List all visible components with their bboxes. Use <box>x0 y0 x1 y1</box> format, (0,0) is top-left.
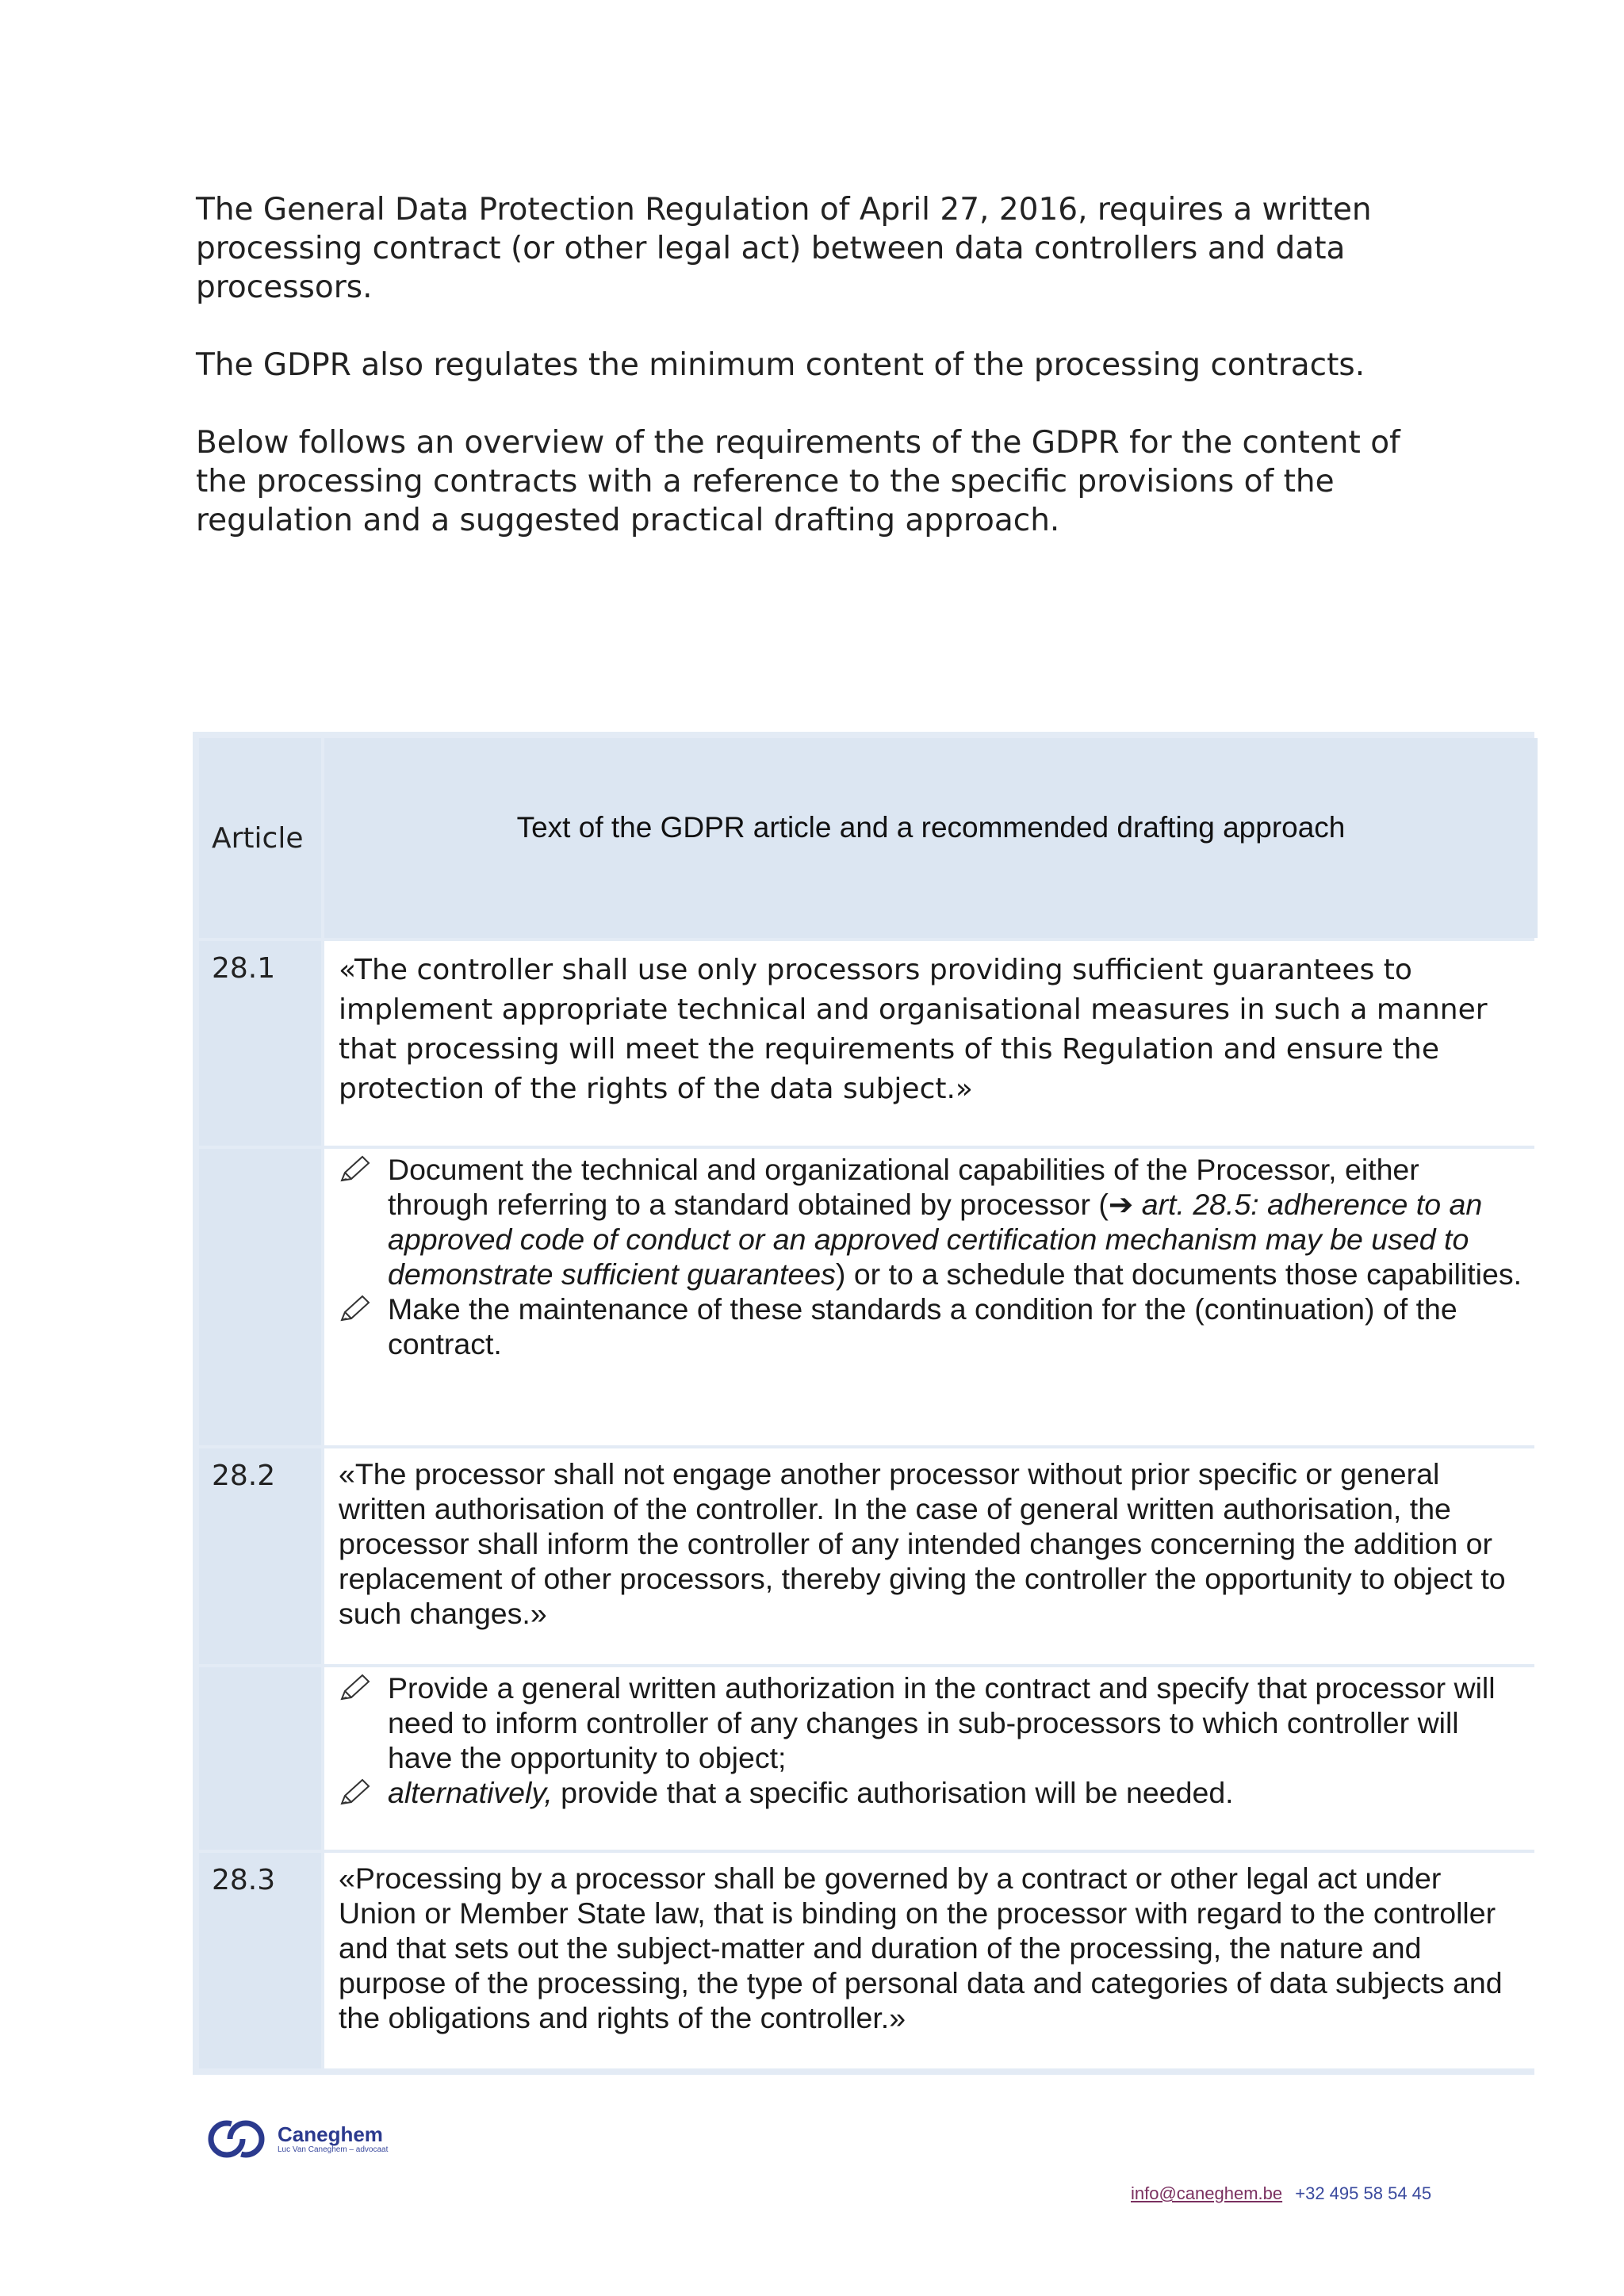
article-number-28-1: 28.1 <box>199 941 321 1146</box>
recommendation-item <box>339 1152 1526 1292</box>
pencil-icon <box>339 1155 370 1184</box>
arrow-icon: ➔ <box>1108 1188 1134 1221</box>
article-spacer-28-2 <box>199 1667 321 1850</box>
article-quote-28-2: «The processor shall not engage another processor without prior specific or general written authorisation of the controller. In the case of general written authorisation, the processor shall inform the controller of any intended changes concerning the addition or replacement of other processors, thereby giving the controller the opportunity to object to such changes.» <box>324 1448 1538 1664</box>
article-number-28-3: 28.3 <box>199 1853 321 2068</box>
rec-text-a: Document the technical and organizational capabilities of the Processor, either through referring to a standard obtained by processor ( <box>388 1153 1419 1221</box>
rec-text: provide that a specific authorisation will be needed. <box>552 1776 1234 1809</box>
rec-text-italic: art. 28.5: adherence to an approved code of conduct or an approved certification mechanism may be used to demonstrate sufficient guarantees <box>388 1188 1483 1291</box>
recommendations-28-2 <box>324 1667 1538 1850</box>
pencil-icon <box>339 1778 370 1807</box>
article-spacer-28-1 <box>199 1149 321 1445</box>
intro-paragraph-1: The General Data Protection Regulation of April 27, 2016, requires a written processing contract (or other legal act) between data controllers and data processors. <box>196 192 1372 305</box>
article-quote-28-3: «Processing by a processor shall be governed by a contract or other legal act under Union or Member State law, that is binding on the processor with regard to the controller and that sets out the subject-matter and duration of the processing, the nature and purpose of the processing, the type of personal data and categories of data subjects and the obligations and rights of the controller.» <box>324 1853 1538 2068</box>
caneghem-logo-icon <box>205 2117 268 2161</box>
brand-tagline: Luc Van Caneghem – advocaat <box>278 2145 389 2154</box>
contact-info <box>1131 2183 1431 2204</box>
gdpr-table <box>193 732 1534 2075</box>
header-article: Article <box>199 738 321 938</box>
recommendations-28-1 <box>324 1149 1538 1445</box>
pencil-icon <box>339 1674 370 1702</box>
header-text-label: Text of the GDPR article and a recommended drafting approach <box>516 811 1346 844</box>
rec-text: Provide a general written authorization in the contract and specify that processor will need to inform controller of any changes in sub-processors to which controller will have the opportunity to object; <box>388 1671 1496 1774</box>
phone-number: +32 495 58 54 45 <box>1295 2183 1432 2203</box>
article-number-28-2: 28.2 <box>199 1448 321 1664</box>
header-text <box>324 738 1538 938</box>
intro-text <box>196 190 1433 579</box>
rec-text-b: ) or to a schedule that documents those capabilities. <box>835 1257 1522 1291</box>
intro-paragraph-2: The GDPR also regulates the minimum content of the processing contracts. <box>196 347 1365 383</box>
pencil-icon <box>339 1295 370 1323</box>
recommendation-item <box>339 1292 1526 1361</box>
intro-paragraph-3: Below follows an overview of the requirements of the GDPR for the content of the processing contracts with a reference to the specific provisions of the regulation and a suggested practical drafting approach. <box>196 425 1400 538</box>
email-link[interactable]: info@caneghem.be <box>1131 2183 1283 2203</box>
recommendation-item <box>339 1670 1526 1775</box>
article-quote-28-1: «The controller shall use only processors providing sufficient guarantees to implement appropriate technical and organisational measures in such a manner that processing will meet the requirements of this Regulation and ensure the protection of the rights of the data subject.» <box>324 941 1538 1146</box>
brand-name: Caneghem <box>278 2122 383 2146</box>
recommendation-item <box>339 1775 1526 1810</box>
footer-logo <box>205 2117 388 2161</box>
rec-text-italic: alternatively, <box>388 1776 553 1809</box>
rec-text: Make the maintenance of these standards a condition for the (continuation) of the contract. <box>388 1292 1457 1360</box>
